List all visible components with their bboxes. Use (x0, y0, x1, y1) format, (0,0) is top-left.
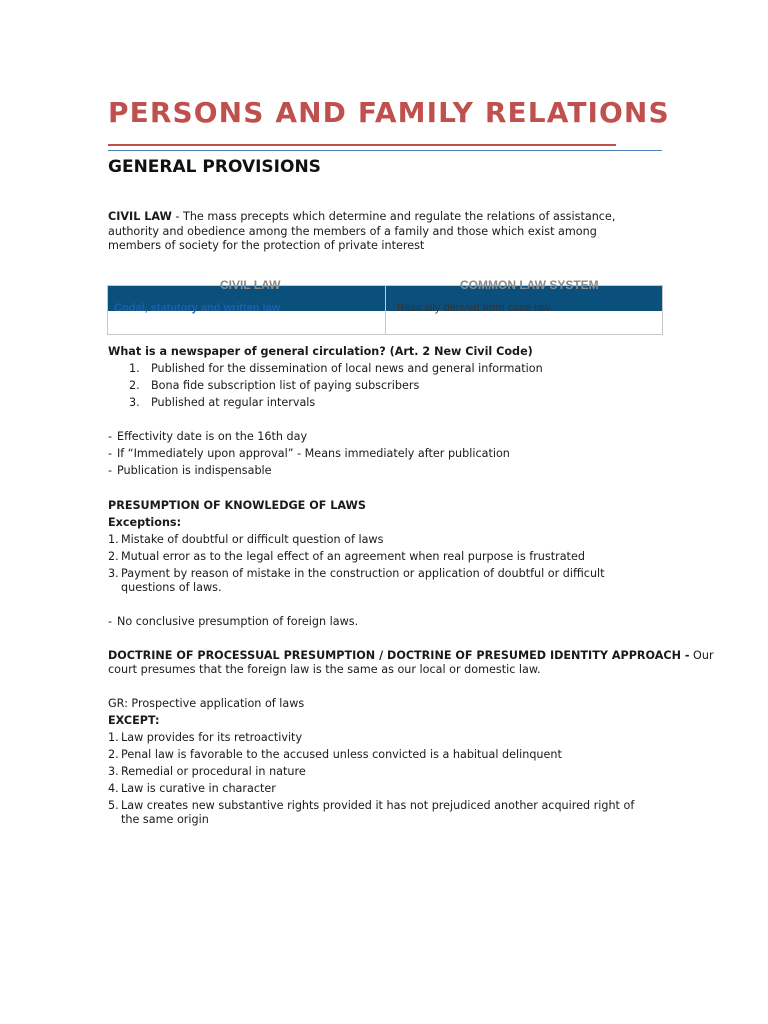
newspaper-question: What is a newspaper of general circulation? (Art. 2 New Civil Code) (108, 345, 533, 358)
dash-bullet: - (108, 430, 113, 443)
exception-number: 3. (108, 567, 119, 580)
newspaper-item-number: 2. (129, 379, 140, 392)
civil-law-definition-text: - The mass precepts which determine and regulate the relations of assistance, authority and obedience among the members of a family and those which exist among members of society for the protection of private interest (108, 210, 616, 252)
exception-item: Mistake of doubtful or difficult question of laws (121, 533, 384, 546)
effectivity-bullet: Effectivity date is on the 16th day (117, 430, 308, 443)
foreign-law-note: No conclusive presumption of foreign laws. (117, 615, 359, 628)
title-underline-blue (108, 150, 662, 151)
presumption-heading: PRESUMPTION OF KNOWLEDGE OF LAWS (108, 499, 366, 512)
except-item-continuation: the same origin (121, 813, 209, 826)
newspaper-item-number: 1. (129, 362, 140, 375)
doctrine-text: Our (689, 649, 714, 662)
except-item: Remedial or procedural in nature (121, 765, 306, 778)
table-cell-civil-law: Codal, statutory and written law (114, 302, 281, 314)
exception-item-continuation: questions of laws. (121, 581, 222, 594)
civil-law-term: CIVIL LAW (108, 210, 172, 223)
exception-number: 1. (108, 533, 119, 546)
except-number: 2. (108, 748, 119, 761)
exception-item: Payment by reason of mistake in the construction or application of doubtful or difficult (121, 567, 605, 580)
prospective-rule: GR: Prospective application of laws (108, 697, 305, 710)
comparison-table (107, 278, 663, 335)
except-number: 3. (108, 765, 119, 778)
dash-bullet: - (108, 447, 113, 460)
civil-law-definition (108, 210, 653, 254)
dash-bullet: - (108, 615, 113, 628)
except-number: 5. (108, 799, 119, 812)
exceptions-label: Exceptions: (108, 516, 182, 529)
except-item: Law provides for its retroactivity (121, 731, 303, 744)
table-cell-common-law: Basically derived from case law (397, 302, 551, 314)
effectivity-bullet: If “Immediately upon approval” - Means immediately after publication (117, 447, 510, 460)
except-number: 4. (108, 782, 119, 795)
dash-bullet: - (108, 464, 113, 477)
doctrine-paragraph (108, 649, 714, 664)
doctrine-text-continuation: court presumes that the foreign law is the same as our local or domestic law. (108, 663, 541, 676)
except-label: EXCEPT: (108, 714, 160, 727)
except-item: Penal law is favorable to the accused unless convicted is a habitual delinquent (121, 748, 562, 761)
exception-item: Mutual error as to the legal effect of an agreement when real purpose is frustrated (121, 550, 585, 563)
newspaper-item: Published at regular intervals (151, 396, 316, 409)
effectivity-bullet: Publication is indispensable (117, 464, 272, 477)
newspaper-item: Bona fide subscription list of paying subscribers (151, 379, 420, 392)
document-title: PERSONS AND FAMILY RELATIONS (108, 96, 670, 129)
newspaper-item-number: 3. (129, 396, 140, 409)
section-heading: GENERAL PROVISIONS (108, 157, 321, 177)
except-item: Law is curative in character (121, 782, 276, 795)
newspaper-item: Published for the dissemination of local news and general information (151, 362, 543, 375)
exception-number: 2. (108, 550, 119, 563)
table-header-civil-law: CIVIL LAW (220, 278, 281, 292)
table-header-common-law: COMMON LAW SYSTEM (460, 278, 599, 292)
doctrine-term: DOCTRINE OF PROCESSUAL PRESUMPTION / DOCTRINE OF PRESUMED IDENTITY APPROACH - (108, 649, 690, 662)
except-item: Law creates new substantive rights provided it has not prejudiced another acquired right of (121, 799, 635, 812)
table-column-divider (385, 286, 386, 334)
title-underline-red (108, 144, 616, 146)
except-number: 1. (108, 731, 119, 744)
